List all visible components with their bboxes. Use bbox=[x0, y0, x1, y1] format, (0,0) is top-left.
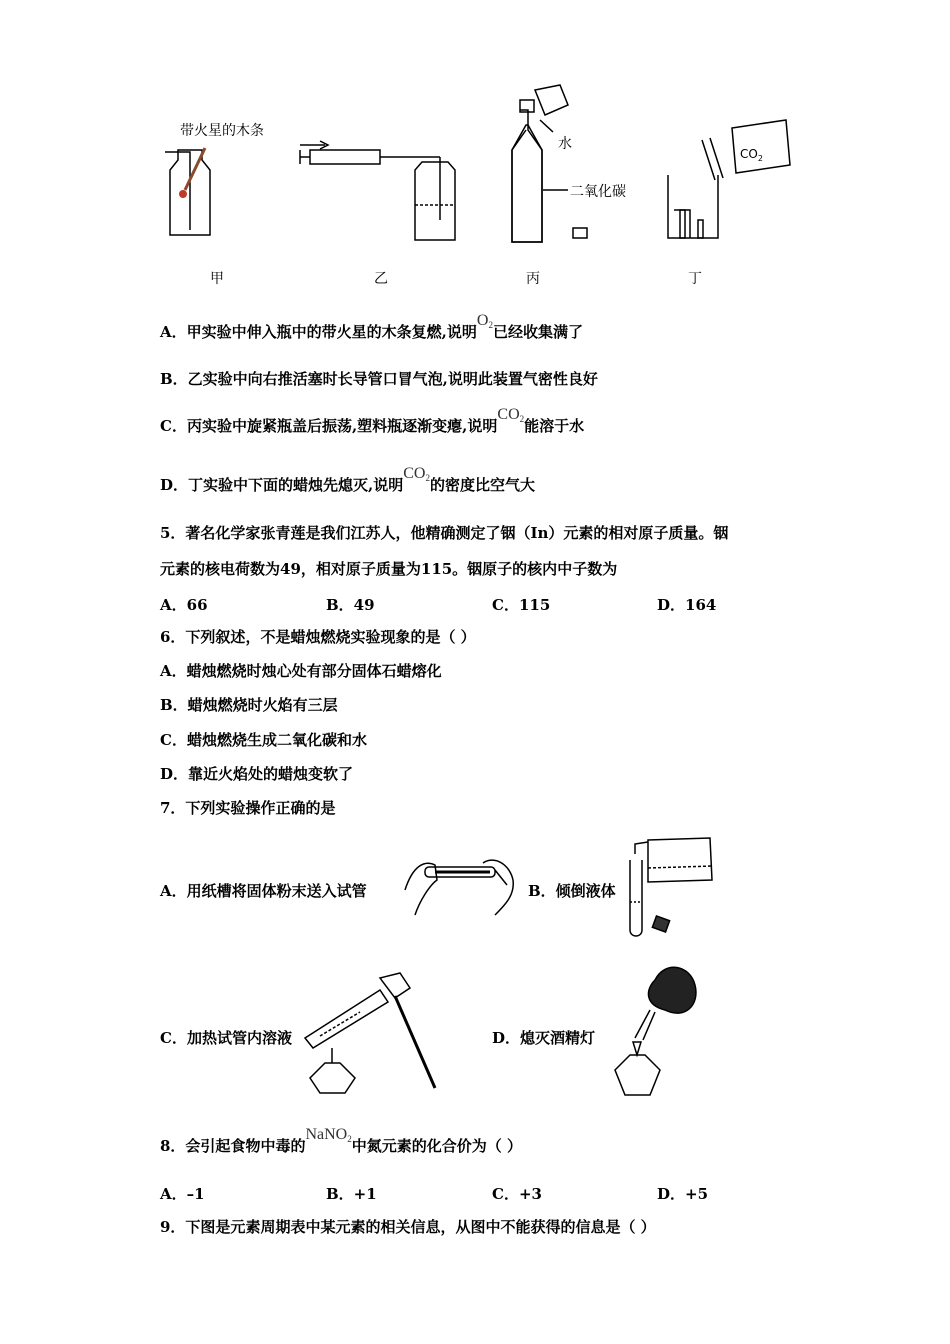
q5-line2: 元素的核电荷数为49，相对原子质量为115。铟原子的核内中子数为 bbox=[160, 560, 618, 578]
q6-option-d: D．靠近火焰处的蜡烛变软了 bbox=[160, 765, 354, 783]
formula-co2-c: $CO_2$ bbox=[497, 406, 525, 424]
label-co2-gas: 二氧化碳 bbox=[570, 184, 626, 200]
q7-option-d: D．熄灭酒精灯 bbox=[492, 1029, 596, 1047]
label-match: 带火星的木条 bbox=[180, 123, 264, 139]
label-co2-box: $CO_2$ bbox=[740, 147, 763, 163]
experiment-diagrams bbox=[150, 70, 810, 290]
caption-yi: 乙 bbox=[374, 271, 388, 287]
q8-option-a: A．–1 bbox=[160, 1185, 205, 1203]
diagram-jia bbox=[165, 148, 210, 235]
q4-option-a: A．甲实验中伸入瓶中的带火星的木条复燃,说明$O_2$已经收集满了 bbox=[160, 312, 583, 341]
q7-option-b: B．倾倒液体 bbox=[528, 882, 616, 900]
illustration-pouring-liquid bbox=[620, 830, 720, 945]
experiment-figure bbox=[150, 70, 810, 290]
caption-bing: 丙 bbox=[526, 271, 540, 287]
q5-option-c: C．115 bbox=[492, 596, 551, 614]
q7-stem: 7．下列实验操作正确的是 bbox=[160, 799, 336, 817]
q4-option-d: D．丁实验中下面的蜡烛先熄灭,说明$CO_2$的密度比空气大 bbox=[160, 465, 535, 494]
q8-option-b: B．+1 bbox=[326, 1185, 377, 1203]
illustration-paper-trough bbox=[395, 845, 520, 920]
label-water: 水 bbox=[558, 136, 572, 152]
formula-o2: $O_2$ bbox=[476, 312, 493, 330]
q5-line1: 5．著名化学家张青莲是我们江苏人，他精确测定了铟（In）元素的相对原子质量。铟 bbox=[160, 524, 729, 542]
caption-jia: 甲 bbox=[210, 271, 224, 287]
diagram-yi bbox=[300, 141, 455, 240]
q7-option-a: A．用纸槽将固体粉末送入试管 bbox=[160, 882, 367, 900]
diagram-bing bbox=[512, 85, 587, 242]
q5-option-a: A．66 bbox=[160, 596, 208, 614]
q6-option-b: B．蜡烛燃烧时火焰有三层 bbox=[160, 696, 338, 714]
illustration-extinguish-lamp bbox=[605, 960, 715, 1100]
q6-option-a: A．蜡烛燃烧时烛心处有部分固体石蜡熔化 bbox=[160, 662, 442, 680]
q8-option-c: C．+3 bbox=[492, 1185, 542, 1203]
q8-stem: 8．会引起食物中毒的NaNO$_2$中氮元素的化合价为（ ） bbox=[160, 1126, 522, 1155]
q4-option-c: C．丙实验中旋紧瓶盖后振荡,塑料瓶逐渐变瘪,说明$CO_2$能溶于水 bbox=[160, 406, 585, 435]
q6-option-c: C．蜡烛燃烧生成二氧化碳和水 bbox=[160, 731, 367, 749]
diagram-ding bbox=[668, 120, 790, 238]
q6-stem: 6．下列叙述，不是蜡烛燃烧实验现象的是（ ） bbox=[160, 628, 476, 646]
q5-option-b: B．49 bbox=[326, 596, 375, 614]
q9-stem: 9．下图是元素周期表中某元素的相关信息，从图中不能获得的信息是（ ） bbox=[160, 1218, 656, 1236]
q4-option-b: B．乙实验中向右推活塞时长导管口冒气泡,说明此装置气密性良好 bbox=[160, 370, 598, 388]
q5-option-d: D．164 bbox=[657, 596, 717, 614]
formula-nano2: NaNO$_2$ bbox=[305, 1126, 352, 1144]
formula-co2-d: $CO_2$ bbox=[403, 465, 430, 483]
q7-option-c: C．加热试管内溶液 bbox=[160, 1029, 292, 1047]
illustration-heating-tube bbox=[300, 968, 450, 1098]
caption-ding: 丁 bbox=[688, 271, 702, 287]
q8-option-d: D．+5 bbox=[657, 1185, 709, 1203]
